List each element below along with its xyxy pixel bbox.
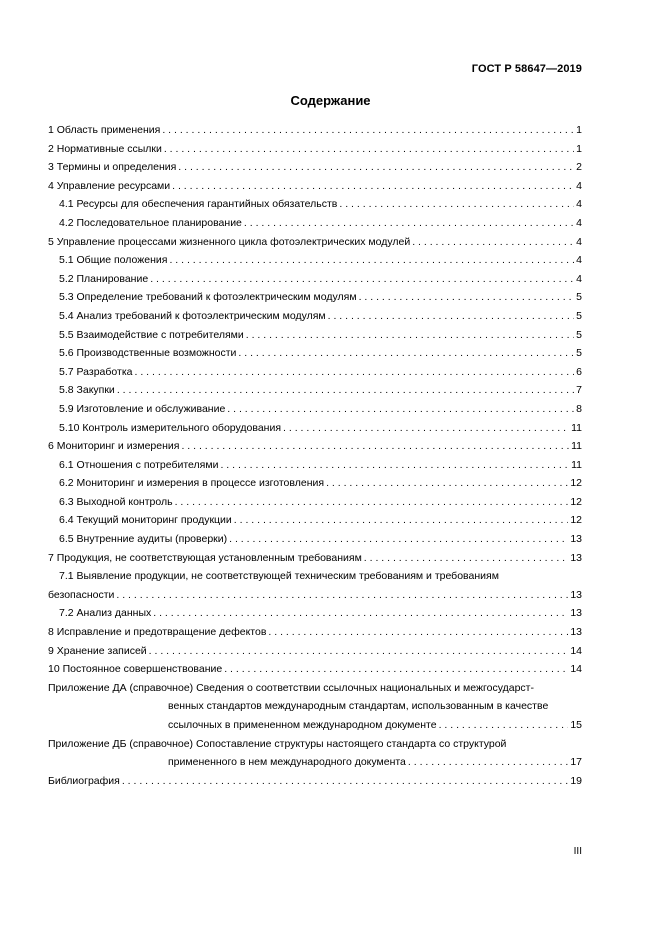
toc-item[interactable] bbox=[48, 288, 582, 307]
toc-item[interactable] bbox=[48, 214, 582, 233]
toc-item-text: 7.1 Выявление продукции, не соответствующей техническим требованиям и требованиям bbox=[59, 570, 499, 583]
toc-page-number: 7 bbox=[576, 384, 582, 397]
appendix-db-line1[interactable] bbox=[48, 735, 582, 754]
toc-page-number: 13 bbox=[570, 551, 582, 564]
toc-item-text: венных стандартов международным стандартам, использованным в качестве bbox=[168, 700, 549, 713]
toc-item-text: 4.2 Последовательное планирование bbox=[59, 216, 242, 229]
toc-item[interactable] bbox=[48, 530, 582, 549]
toc-leader-dots bbox=[359, 288, 575, 307]
toc-item[interactable] bbox=[48, 363, 582, 382]
toc-item-text: Библиография bbox=[48, 774, 120, 787]
toc-item-text: 7.2 Анализ данных bbox=[59, 607, 152, 620]
toc-item-text: 6.4 Текущий мониторинг продукции bbox=[59, 514, 232, 527]
toc-item[interactable] bbox=[48, 270, 582, 289]
toc-page-number: 14 bbox=[570, 663, 582, 676]
toc-page-number: 14 bbox=[570, 644, 582, 657]
toc-leader-dots bbox=[162, 121, 574, 140]
toc-item-text: ссылочных в примененном международном документе bbox=[168, 719, 437, 731]
toc-page-number: 1 bbox=[576, 124, 582, 136]
toc-page-number: 17 bbox=[570, 756, 582, 769]
toc-item[interactable] bbox=[48, 121, 582, 140]
toc-page-number: 1 bbox=[576, 142, 582, 155]
toc-item[interactable] bbox=[48, 511, 582, 530]
toc-page-number: 2 bbox=[576, 161, 582, 174]
toc-item[interactable] bbox=[48, 549, 582, 568]
toc-leader-dots bbox=[150, 270, 574, 289]
toc-leader-dots bbox=[439, 716, 569, 735]
toc-leader-dots bbox=[178, 158, 574, 177]
toc-page-number: 15 bbox=[570, 719, 582, 731]
toc-item[interactable] bbox=[48, 456, 582, 475]
toc-page-number: 4 bbox=[576, 235, 582, 248]
toc-leader-dots bbox=[234, 511, 569, 530]
toc-item-text: 5.8 Закупки bbox=[59, 384, 115, 397]
toc-leader-dots bbox=[246, 326, 574, 345]
toc-page-number: 12 bbox=[570, 495, 582, 508]
toc-item-text: 8 Исправление и предотвращение дефектов bbox=[48, 626, 267, 639]
toc-page-number: 5 bbox=[576, 291, 582, 304]
toc-page-number: 4 bbox=[576, 216, 582, 229]
toc-item[interactable] bbox=[48, 307, 582, 326]
toc-item-text: 5.2 Планирование bbox=[59, 272, 149, 285]
toc-leader-dots bbox=[175, 493, 569, 512]
toc-item-text: 5.4 Анализ требований к фотоэлектрическим модулям bbox=[59, 309, 326, 322]
toc-page-number: 12 bbox=[570, 514, 582, 527]
page-title: Содержание bbox=[290, 93, 371, 108]
toc-leader-dots bbox=[153, 604, 568, 623]
toc-item-text: Приложение ДА (справочное) Сведения о соответствии ссылочных национальных и межгосударст- bbox=[48, 681, 534, 694]
toc-page-number: 13 bbox=[570, 626, 582, 639]
toc-item-text: 6.3 Выходной контроль bbox=[59, 495, 173, 508]
toc-leader-dots bbox=[268, 623, 568, 642]
toc-leader-dots bbox=[172, 177, 574, 196]
toc-item-text: 6.2 Мониторинг и измерения в процессе изготовления bbox=[59, 477, 325, 490]
toc-leader-dots bbox=[169, 251, 574, 270]
toc-leader-dots bbox=[364, 549, 569, 568]
toc-item-7-1-line1[interactable] bbox=[48, 567, 582, 586]
toc-leader-dots bbox=[116, 586, 568, 605]
toc-item-7-1-line2[interactable] bbox=[48, 586, 582, 605]
toc-leader-dots bbox=[244, 214, 574, 233]
toc-page-number: 11 bbox=[571, 421, 582, 434]
toc-item-text: 9 Хранение записей bbox=[48, 644, 147, 657]
toc-leader-dots bbox=[149, 642, 569, 661]
toc-item-text: 1 Область применения bbox=[48, 124, 161, 136]
toc-leader-dots bbox=[164, 140, 574, 159]
toc-leader-dots bbox=[339, 195, 574, 214]
toc-item[interactable] bbox=[48, 642, 582, 661]
toc-leader-dots bbox=[134, 363, 574, 382]
appendix-da-line2[interactable] bbox=[48, 697, 582, 716]
appendix-da-line3[interactable] bbox=[48, 716, 582, 735]
toc-leader-dots bbox=[117, 381, 574, 400]
toc-item-text: Приложение ДБ (справочное) Сопоставление структуры настоящего стандарта со структурой bbox=[48, 737, 507, 750]
toc-item[interactable] bbox=[48, 660, 582, 679]
toc-item[interactable] bbox=[48, 177, 582, 196]
toc-item-text: 6.5 Внутренние аудиты (проверки) bbox=[59, 533, 228, 546]
toc-item[interactable] bbox=[48, 158, 582, 177]
toc-leader-dots bbox=[328, 307, 575, 326]
toc-page-number: 4 bbox=[576, 179, 582, 192]
toc-item[interactable] bbox=[48, 381, 582, 400]
toc-page-number: 5 bbox=[576, 328, 582, 341]
appendix-db-line2[interactable] bbox=[48, 753, 582, 772]
toc-leader-dots bbox=[229, 530, 568, 549]
toc-page-number: 4 bbox=[576, 272, 582, 285]
toc-leader-dots bbox=[408, 753, 568, 772]
toc-item-text: 3 Термины и определения bbox=[48, 161, 177, 174]
toc-page-number: 8 bbox=[576, 402, 582, 415]
toc-item-text: 6 Мониторинг и измерения bbox=[48, 440, 180, 453]
toc-page-number: 5 bbox=[576, 309, 582, 322]
toc-item-text: 5.5 Взаимодействие с потребителями bbox=[59, 328, 244, 341]
toc-page-number: 13 bbox=[570, 588, 582, 601]
toc-page-number: 4 bbox=[576, 254, 582, 267]
toc-item-text: 5.3 Определение требований к фотоэлектрическим модулям bbox=[59, 291, 357, 304]
toc-item-text: безопасности bbox=[48, 588, 115, 601]
toc-item[interactable] bbox=[48, 419, 582, 438]
toc-item-text: 5.6 Производственные возможности bbox=[59, 347, 237, 360]
document-code: ГОСТ Р 58647—2019 bbox=[471, 63, 582, 75]
toc-item-text: 5.10 Контроль измерительного оборудования bbox=[59, 421, 282, 434]
toc-item-text: 6.1 Отношения с потребителями bbox=[59, 458, 219, 471]
toc-item-text: 5 Управление процессами жизненного цикла фотоэлектрических модулей bbox=[48, 235, 411, 248]
toc-item[interactable] bbox=[48, 251, 582, 270]
toc-item[interactable] bbox=[48, 400, 582, 419]
toc-item[interactable] bbox=[48, 623, 582, 642]
toc-page-number: 5 bbox=[576, 347, 582, 360]
page-number: III bbox=[573, 846, 582, 857]
toc-item[interactable] bbox=[48, 344, 582, 363]
toc-page-number: 13 bbox=[570, 533, 582, 546]
toc-item[interactable] bbox=[48, 140, 582, 159]
table-of-contents bbox=[48, 121, 582, 790]
appendix-da-line1[interactable] bbox=[48, 679, 582, 698]
toc-leader-dots bbox=[326, 474, 568, 493]
toc-item-text: 4.1 Ресурсы для обеспечения гарантийных обязательств bbox=[59, 198, 338, 211]
toc-item-text: примененного в нем международного документа bbox=[168, 756, 406, 769]
toc-page-number: 12 bbox=[570, 477, 582, 490]
toc-item[interactable] bbox=[48, 474, 582, 493]
toc-item[interactable] bbox=[48, 437, 582, 456]
toc-item-text: 2 Нормативные ссылки bbox=[48, 142, 162, 155]
toc-item[interactable] bbox=[48, 233, 582, 252]
toc-leader-dots bbox=[227, 400, 574, 419]
toc-item-text: 5.9 Изготовление и обслуживание bbox=[59, 402, 226, 415]
toc-page-number: 11 bbox=[571, 458, 582, 471]
toc-leader-dots bbox=[122, 772, 568, 791]
toc-page-number: 13 bbox=[570, 607, 582, 620]
toc-leader-dots bbox=[181, 437, 569, 456]
toc-leader-dots bbox=[283, 419, 569, 438]
toc-page-number: 4 bbox=[576, 198, 582, 211]
toc-item-text: 10 Постоянное совершенствование bbox=[48, 663, 223, 676]
toc-item[interactable] bbox=[48, 604, 582, 623]
toc-item[interactable] bbox=[48, 195, 582, 214]
toc-page-number: 19 bbox=[570, 774, 582, 787]
toc-item-text: 5.7 Разработка bbox=[59, 365, 133, 378]
toc-item-text: 4 Управление ресурсами bbox=[48, 179, 171, 192]
toc-bibliography[interactable] bbox=[48, 772, 582, 791]
toc-leader-dots bbox=[238, 344, 574, 363]
toc-page-number: 6 bbox=[576, 365, 582, 378]
toc-leader-dots bbox=[412, 233, 574, 252]
toc-leader-dots bbox=[220, 456, 569, 475]
toc-item[interactable] bbox=[48, 493, 582, 512]
toc-item[interactable] bbox=[48, 326, 582, 345]
toc-item-text: 7 Продукция, не соответствующая установленным требованиям bbox=[48, 551, 362, 564]
toc-item-text: 5.1 Общие положения bbox=[59, 254, 168, 267]
toc-leader-dots bbox=[224, 660, 568, 679]
toc-page-number: 11 bbox=[571, 440, 582, 453]
